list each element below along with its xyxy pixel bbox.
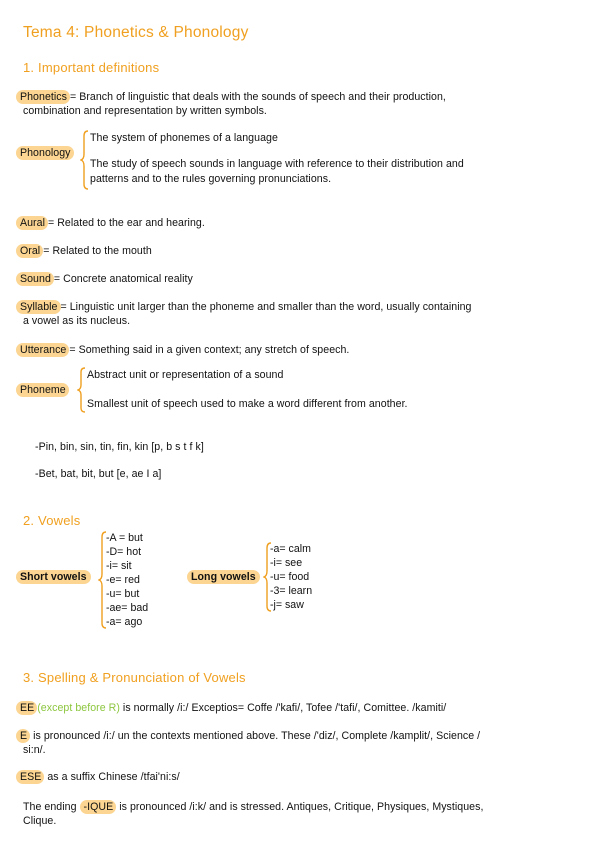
phonology-def-b1: The study of speech sounds in language with reference to their distribution and [90,158,464,170]
short-vowel-item: -a= ago [106,616,143,628]
phonology-def-a: The system of phonemes of a language [90,132,278,144]
short-vowel-item: -i= sit [106,560,132,572]
short-vowel-item: -e= red [106,574,140,586]
definition-oral [16,244,152,258]
short-vowel-item: -u= but [106,588,140,600]
long-vowel-item: -u= food [270,571,310,583]
sound-def: = Concrete anatomical reality [53,273,193,285]
example-line-1: -Pin, bin, sin, tin, fin, kin [p, b s t f k] [35,441,204,453]
term-aural: Aural [16,216,48,230]
ese-rule-text: as a suffix Chinese /tfai'ni:s/ [44,771,180,783]
ee-exception-note: (except before R) [37,702,120,714]
phonetics-def-line2: combination and representation by written symbols. [23,105,267,117]
short-vowels-label: Short vowels [16,570,91,584]
long-vowels-list [270,542,312,612]
long-vowels-label: Long vowels [187,570,260,584]
definition-phoneme [16,383,69,397]
phoneme-def-a: Abstract unit or representation of a sound [87,369,284,381]
term-phonetics: Phonetics [16,90,70,104]
definition-utterance [16,343,349,357]
short-vowels-group [16,570,91,584]
ique-rule-prefix: The ending [23,801,80,813]
definition-sound [16,272,193,286]
e-rule-line2: si:n/. [23,744,46,756]
ee-rule-text: is normally /i:/ Exceptios= Coffe /'kafi/, Tofee /'tafi/, Comittee. /kamiti/ [119,702,447,714]
phonology-brace-icon [80,130,90,190]
long-vowel-item: -j= saw [270,599,304,611]
page-title: Tema 4: Phonetics & Phonology [23,24,249,41]
definition-phonology [16,146,74,160]
long-vowels-group [187,570,260,584]
aural-def: = Related to the ear and hearing. [47,217,205,229]
term-e: E [16,729,30,743]
long-vowel-item: -a= calm [270,543,311,555]
spelling-e-rule [16,729,480,743]
e-rule-line1: is pronounced /i:/ un the contexts mentioned above. These /'diz/, Complete /kamplit/, Science / [30,730,481,742]
definition-phonetics [16,90,446,104]
ique-rule-line2: Clique. [23,815,57,827]
ique-rule-line1: is pronounced /i:k/ and is stressed. Antiques, Critique, Physiques, Mystiques, [116,801,484,813]
term-utterance: Utterance [16,343,69,357]
phonology-def-b2: patterns and to the rules governing pronunciations. [90,173,332,185]
spelling-ee-rule [16,701,446,715]
term-syllable: Syllable [16,300,61,314]
phoneme-def-b: Smallest unit of speech used to make a word different from another. [87,398,408,410]
section-heading-spelling: 3. Spelling & Pronunciation of Vowels [23,670,246,685]
definition-aural [16,216,205,230]
short-vowel-item: -ae= bad [106,602,149,614]
section-heading-definitions: 1. Important definitions [23,60,160,75]
phoneme-brace-icon [77,367,87,413]
term-ese: ESE [16,770,44,784]
spelling-ique-rule [23,800,483,814]
term-sound: Sound [16,272,54,286]
utterance-def: = Something said in a given context; any stretch of speech. [69,344,350,356]
term-ique: -IQUE [80,800,117,814]
spelling-ese-rule [16,770,180,784]
short-vowel-item: -A = but [106,532,143,544]
example-line-2: -Bet, bat, bit, but [e, ae I a] [35,468,162,480]
term-phonology: Phonology [16,146,74,160]
definition-syllable [16,300,472,314]
section-heading-vowels: 2. Vowels [23,513,81,528]
short-vowel-item: -D= hot [106,546,142,558]
phonetics-def-line1: = Branch of linguistic that deals with the sounds of speech and their production, [69,91,446,103]
oral-def: = Related to the mouth [43,245,152,257]
term-ee: EE [16,701,37,715]
term-oral: Oral [16,244,43,258]
long-vowel-item: -3= learn [270,585,313,597]
term-phoneme: Phoneme [16,383,69,397]
long-vowel-item: -i= see [270,557,303,569]
syllable-def-line1: = Linguistic unit larger than the phoneme and smaller than the word, usually containing [60,301,472,313]
short-vowels-list [106,531,148,629]
syllable-def-line2: a vowel as its nucleus. [23,315,131,327]
